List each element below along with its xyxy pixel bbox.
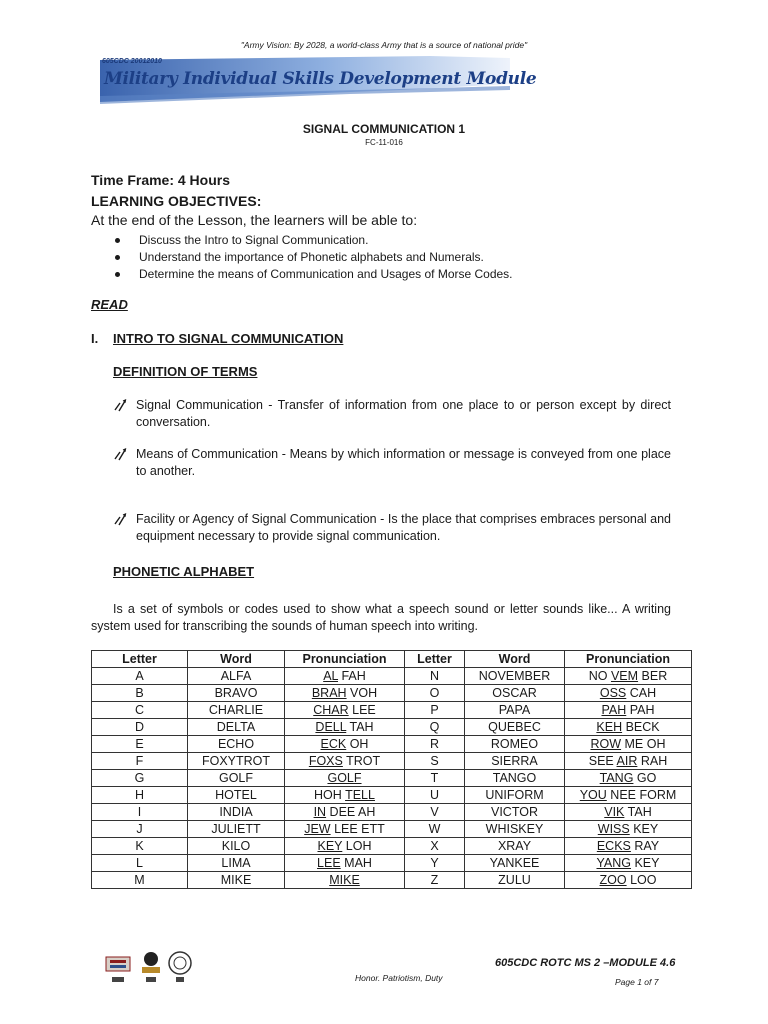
cell-text: VOH: [346, 685, 378, 700]
table-cell: [285, 702, 405, 719]
table-cell: [465, 787, 565, 804]
cell-text: LOH: [342, 838, 372, 853]
stressed-syllable: GOLF: [327, 770, 362, 785]
cell-text: G: [134, 770, 145, 785]
cell-text: JULIETT: [211, 821, 261, 836]
cell-text: FAH: [338, 668, 366, 683]
cell-text: CAH: [626, 685, 657, 700]
table-cell: [405, 685, 465, 702]
cell-text: DEE AH: [326, 804, 376, 819]
stressed-syllable: CHAR: [313, 702, 349, 717]
banner-code: 605CDC 20012010: [102, 58, 162, 65]
table-cell: [565, 787, 692, 804]
definition-item: [113, 511, 671, 545]
bullet-arrow-icon: [113, 398, 127, 412]
table-cell: [565, 719, 692, 736]
cell-text: LEE: [348, 702, 376, 717]
table-cell: [92, 821, 188, 838]
table-cell: [565, 821, 692, 838]
table-cell: [465, 855, 565, 872]
cell-text: OH: [346, 736, 369, 751]
table-row: [92, 719, 692, 736]
table-cell: [92, 753, 188, 770]
cell-text: ZULU: [498, 872, 531, 887]
table-cell: [285, 685, 405, 702]
cell-text: X: [430, 838, 439, 853]
table-cell: [565, 753, 692, 770]
cell-text: NO: [588, 668, 611, 683]
cell-text: FOXYTROT: [201, 753, 271, 768]
cell-text: U: [429, 787, 440, 802]
cell-text: LIMA: [221, 855, 251, 870]
table-cell: [405, 855, 465, 872]
table-cell: [465, 685, 565, 702]
objective-item: Discuss the Intro to Signal Communication.: [115, 232, 513, 249]
cell-text: UNIFORM: [485, 787, 544, 802]
cell-text: SIERRA: [491, 753, 538, 768]
phonetic-alphabet-table: [91, 650, 692, 889]
table-cell: [188, 753, 285, 770]
table-cell: [565, 736, 692, 753]
time-frame: Time Frame: 4 Hours: [91, 172, 231, 188]
cell-text: A: [135, 668, 144, 683]
cell-text: LOO: [626, 872, 657, 887]
table-cell: [565, 668, 692, 685]
cell-text: H: [134, 787, 145, 802]
definition-text: Means of Communication - Means by which information or message is conveyed from one place to another.: [136, 447, 671, 478]
stressed-syllable: BRAH: [311, 685, 347, 700]
objectives-list: [115, 232, 513, 283]
cell-text: VICTOR: [491, 804, 538, 819]
table-cell: [405, 872, 465, 889]
phonetic-description: Is a set of symbols or codes used to show what a speech sound or letter sounds like... A writing system used for transcribing the sounds of human speech into writing.: [91, 602, 671, 633]
stressed-syllable: ROW: [590, 736, 622, 751]
table-cell: [465, 838, 565, 855]
page-number: Page 1 of 7: [615, 977, 659, 987]
table-cell: [285, 736, 405, 753]
stressed-syllable: JEW: [304, 821, 331, 836]
cell-text: BRAVO: [214, 685, 258, 700]
cell-text: WHISKEY: [485, 821, 544, 836]
cell-text: KILO: [221, 838, 251, 853]
stressed-syllable: YANG: [596, 855, 631, 870]
table-cell: [405, 821, 465, 838]
document-title: SIGNAL COMMUNICATION 1: [302, 122, 466, 136]
cell-text: MAH: [340, 855, 372, 870]
table-cell: [188, 668, 285, 685]
stressed-syllable: ECK: [320, 736, 347, 751]
table-cell: [92, 685, 188, 702]
stressed-syllable: MIKE: [329, 872, 360, 887]
table-cell: [92, 804, 188, 821]
table-cell: [405, 753, 465, 770]
cell-text: KEY: [629, 821, 659, 836]
cell-text: NOVEMBER: [478, 668, 551, 683]
cell-text: TANGO: [492, 770, 537, 785]
cell-text: Y: [430, 855, 439, 870]
table-cell: [188, 719, 285, 736]
cell-text: P: [430, 702, 439, 717]
army-vision-quote: "Army Vision: By 2028, a world-class Army that is a source of national pride": [240, 40, 528, 50]
cell-text: I: [137, 804, 142, 819]
cell-text: S: [430, 753, 439, 768]
cell-text: TAH: [346, 719, 374, 734]
cell-text: PAH: [626, 702, 655, 717]
column-header: Pronunciation: [565, 651, 692, 668]
table-cell: [465, 821, 565, 838]
cell-text: LEE ETT: [330, 821, 385, 836]
definition-text: Facility or Agency of Signal Communication - Is the place that comprises embraces personal and equipment necessary to provide signal communication.: [136, 512, 671, 543]
cell-text: RAY: [630, 838, 660, 853]
stressed-syllable: WISS: [597, 821, 630, 836]
stressed-syllable: AL: [323, 668, 339, 683]
stressed-syllable: IN: [313, 804, 327, 819]
table-cell: [188, 787, 285, 804]
table-cell: [565, 804, 692, 821]
cell-text: ECHO: [217, 736, 255, 751]
table-cell: [465, 668, 565, 685]
stressed-syllable: VEM: [610, 668, 639, 683]
cell-text: D: [134, 719, 145, 734]
table-row: [92, 753, 692, 770]
cell-text: NEE FORM: [606, 787, 677, 802]
table-cell: [92, 719, 188, 736]
table-cell: [92, 855, 188, 872]
cell-text: O: [429, 685, 440, 700]
table-cell: [405, 736, 465, 753]
stressed-syllable: ZOO: [599, 872, 627, 887]
table-cell: [405, 787, 465, 804]
table-row: [92, 685, 692, 702]
table-cell: [188, 838, 285, 855]
table-cell: [565, 702, 692, 719]
table-cell: [92, 872, 188, 889]
table-cell: [92, 770, 188, 787]
table-cell: [405, 668, 465, 685]
table-cell: [405, 702, 465, 719]
stressed-syllable: AIR: [616, 753, 638, 768]
table-cell: [565, 685, 692, 702]
module-banner: [100, 56, 537, 104]
cell-text: BER: [638, 668, 668, 683]
cell-text: L: [136, 855, 143, 870]
table-cell: [565, 855, 692, 872]
column-header: Letter: [92, 651, 188, 668]
stressed-syllable: PAH: [601, 702, 627, 717]
cell-text: B: [135, 685, 144, 700]
stressed-syllable: YOU: [579, 787, 607, 802]
table-cell: [465, 804, 565, 821]
cell-text: YANKEE: [489, 855, 540, 870]
cell-text: ME OH: [621, 736, 666, 751]
table-cell: [285, 838, 405, 855]
cell-text: R: [429, 736, 440, 751]
table-cell: [465, 702, 565, 719]
table-header-row: [92, 651, 692, 668]
cell-text: TAH: [624, 804, 652, 819]
table-cell: [285, 872, 405, 889]
cell-text: KEY: [631, 855, 660, 870]
table-cell: [285, 668, 405, 685]
table-cell: [188, 872, 285, 889]
table-cell: [188, 804, 285, 821]
table-cell: [92, 838, 188, 855]
table-cell: [285, 753, 405, 770]
stressed-syllable: ECKS: [596, 838, 631, 853]
cell-text: M: [134, 872, 145, 887]
table-row: [92, 736, 692, 753]
cell-text: QUEBEC: [488, 719, 541, 734]
table-cell: [565, 838, 692, 855]
cell-text: F: [135, 753, 144, 768]
cell-text: Z: [430, 872, 439, 887]
column-header: Word: [465, 651, 565, 668]
bullet-arrow-icon: [113, 447, 127, 461]
section-number: I.: [91, 331, 99, 346]
column-header: Letter: [405, 651, 465, 668]
table-cell: [188, 736, 285, 753]
table-cell: [92, 736, 188, 753]
table-row: [92, 872, 692, 889]
table-cell: [285, 770, 405, 787]
table-cell: [465, 872, 565, 889]
footer-logos: [104, 947, 194, 987]
banner-title: Military Individual Skills Development Module: [104, 69, 537, 89]
table-cell: [405, 770, 465, 787]
table-row: [92, 668, 692, 685]
cell-text: HOH: [314, 787, 346, 802]
table-row: [92, 821, 692, 838]
definition-item: [113, 446, 671, 480]
table-row: [92, 838, 692, 855]
table-cell: [285, 821, 405, 838]
table-cell: [285, 855, 405, 872]
table-cell: [565, 770, 692, 787]
cell-text: K: [135, 838, 144, 853]
table-cell: [92, 787, 188, 804]
stressed-syllable: TANG: [599, 770, 634, 785]
table-row: [92, 804, 692, 821]
cell-text: J: [136, 821, 143, 836]
column-header: Pronunciation: [285, 651, 405, 668]
stressed-syllable: TELL: [345, 787, 375, 802]
table-row: [92, 787, 692, 804]
definition-text: Signal Communication - Transfer of information from one place to or person except by direct conversation.: [136, 398, 671, 429]
cell-text: DELTA: [216, 719, 256, 734]
stressed-syllable: FOXS: [308, 753, 343, 768]
cell-text: GOLF: [218, 770, 254, 785]
cell-text: GO: [633, 770, 657, 785]
table-cell: [285, 787, 405, 804]
stressed-syllable: OSS: [599, 685, 627, 700]
cell-text: ROMEO: [490, 736, 539, 751]
table-body: [92, 668, 692, 889]
table-cell: [188, 855, 285, 872]
column-header: Word: [188, 651, 285, 668]
cell-text: PAPA: [498, 702, 531, 717]
table-row: [92, 770, 692, 787]
objective-item: Determine the means of Communication and Usages of Morse Codes.: [115, 266, 513, 283]
cell-text: CHARLIE: [208, 702, 264, 717]
table-cell: [188, 685, 285, 702]
table-cell: [285, 804, 405, 821]
cell-text: W: [428, 821, 441, 836]
cell-text: T: [430, 770, 439, 785]
footer-module-label: 605CDC ROTC MS 2 –MODULE 4.6: [495, 957, 676, 969]
table-cell: [465, 719, 565, 736]
table-cell: [188, 702, 285, 719]
table-cell: [188, 770, 285, 787]
cell-text: ALFA: [220, 668, 252, 683]
cell-text: OSCAR: [492, 685, 537, 700]
cell-text: C: [134, 702, 145, 717]
table-row: [92, 702, 692, 719]
cell-text: E: [135, 736, 144, 751]
table-row: [92, 855, 692, 872]
document-code: FC-11-016: [365, 138, 403, 147]
footer-motto: Honor. Patriotism, Duty: [355, 973, 443, 983]
cell-text: INDIA: [219, 804, 253, 819]
section-title: INTRO TO SIGNAL COMMUNICATION: [113, 331, 344, 346]
cell-text: Q: [429, 719, 440, 734]
cell-text: V: [430, 804, 439, 819]
cell-text: HOTEL: [215, 787, 257, 802]
table-cell: [92, 702, 188, 719]
table-cell: [465, 770, 565, 787]
table-cell: [465, 753, 565, 770]
table-cell: [405, 804, 465, 821]
definitions-heading: DEFINITION OF TERMS: [113, 364, 258, 379]
table-cell: [565, 872, 692, 889]
stressed-syllable: VIK: [604, 804, 625, 819]
table-cell: [188, 821, 285, 838]
cell-text: SEE: [588, 753, 617, 768]
stressed-syllable: KEY: [317, 838, 343, 853]
cell-text: MIKE: [220, 872, 252, 887]
read-label: READ: [91, 297, 128, 312]
cell-text: TROT: [342, 753, 381, 768]
cell-text: RAH: [637, 753, 668, 768]
objective-item: Understand the importance of Phonetic alphabets and Numerals.: [115, 249, 513, 266]
cell-text: BECK: [622, 719, 660, 734]
table-cell: [92, 668, 188, 685]
seal-logos-icon: [104, 947, 194, 987]
cell-text: N: [429, 668, 440, 683]
objectives-intro: At the end of the Lesson, the learners will be able to:: [91, 212, 418, 228]
table-cell: [405, 838, 465, 855]
bullet-arrow-icon: [113, 512, 127, 526]
phonetic-heading: PHONETIC ALPHABET: [113, 564, 255, 579]
objectives-heading: LEARNING OBJECTIVES:: [91, 193, 262, 209]
table-cell: [465, 736, 565, 753]
definition-item: [113, 397, 671, 431]
table-cell: [405, 719, 465, 736]
stressed-syllable: KEH: [596, 719, 623, 734]
table-cell: [285, 719, 405, 736]
stressed-syllable: DELL: [315, 719, 347, 734]
cell-text: XRAY: [497, 838, 532, 853]
stressed-syllable: LEE: [317, 855, 341, 870]
